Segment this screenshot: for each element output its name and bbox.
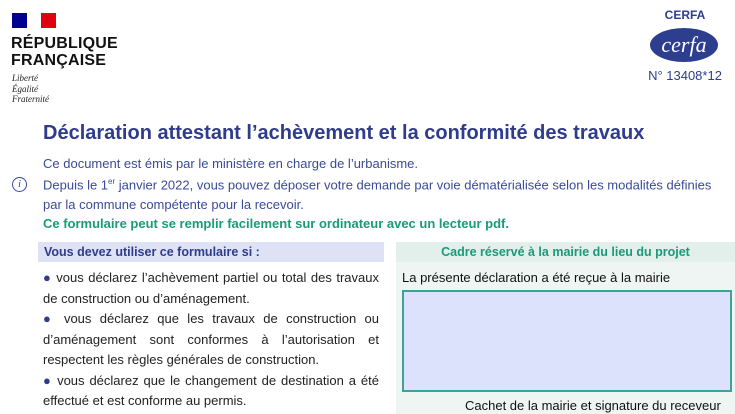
page-title: Déclaration attestant l’achèvement et la conformité des travaux bbox=[43, 122, 645, 144]
info-line: Ce document est émis par le ministère en charge de l’urbanisme. bbox=[43, 156, 419, 171]
cerfa-number: N° 13408*12 bbox=[648, 68, 722, 83]
pdf-notice: Ce formulaire peut se remplir facilement sur ordinateur avec un lecteur pdf. bbox=[43, 216, 509, 231]
marianne-flag-logo bbox=[12, 13, 56, 28]
list-item: ● vous déclarez l’achèvement partiel ou total des travaux de construction ou d’aménagement. bbox=[43, 270, 379, 306]
cerfa-label: CERFA bbox=[664, 8, 706, 22]
info-line: Depuis le 1er janvier 2022, vous pouvez déposer votre demande par voie dématérialisée selon les modalités définies bbox=[43, 177, 712, 193]
republique-francaise-logo: RÉPUBLIQUE FRANÇAISE bbox=[11, 35, 118, 69]
info-icon: i bbox=[12, 177, 27, 192]
stamp-label: Cachet de la mairie et signature du receveur bbox=[465, 398, 721, 413]
usage-header: Vous devez utiliser ce formulaire si : bbox=[38, 242, 384, 262]
info-line: par la commune compétente pour la recevoir. bbox=[43, 197, 304, 212]
usage-list bbox=[43, 268, 379, 412]
received-label: La présente déclaration a été reçue à la mairie bbox=[402, 270, 671, 285]
list-item: ● vous déclarez que les travaux de construction ou d’aménagement sont conformes à l’autorisation et respectent les règles générales de construction. bbox=[43, 311, 379, 367]
list-item: ● vous déclarez que le changement de destination a été effectué et est conforme au permis. bbox=[43, 372, 379, 408]
motto: Liberté Égalité Fraternité bbox=[12, 73, 49, 104]
mairie-header: Cadre réservé à la mairie du lieu du projet bbox=[396, 242, 735, 262]
cerfa-logo: cerfa bbox=[650, 28, 718, 62]
stamp-field[interactable] bbox=[402, 290, 732, 392]
